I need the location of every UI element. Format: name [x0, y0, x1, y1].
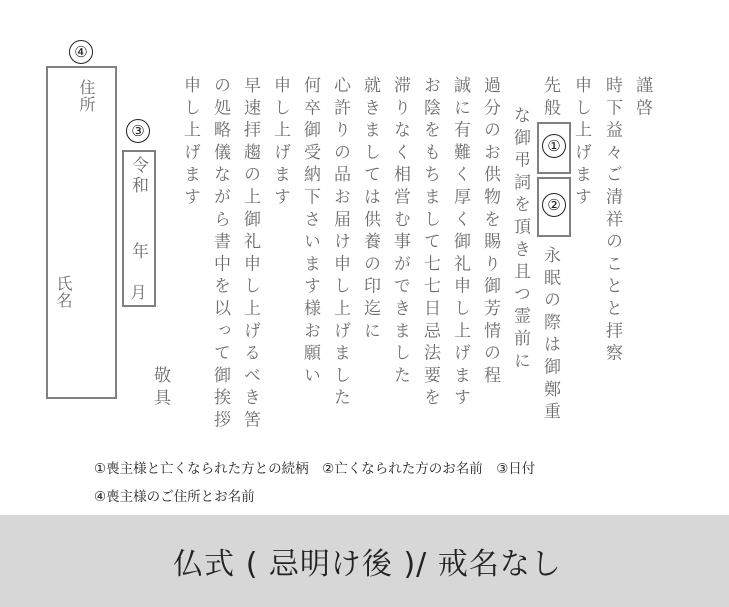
date-reiwa: 令和: [128, 156, 148, 196]
closing-keigu: 敬具: [150, 366, 170, 411]
letter-column-15: の処略儀ながら書中を以って御挨拶: [210, 76, 230, 433]
footer-title: 仏式 ( 忌明け後 )/ 戒名なし: [173, 547, 562, 582]
address-label: 住所: [77, 79, 96, 113]
letter-column-12: 何卒御受納下さいます様お願い: [300, 76, 320, 389]
marker-4: ④: [69, 40, 93, 64]
letter-column-7: 誠に有難く厚く御礼申し上げます: [450, 76, 470, 411]
letter-column-16: 申し上げます: [180, 76, 200, 210]
marker-1: ①: [542, 134, 566, 158]
letter-column-3: 申し上げます: [571, 76, 591, 210]
legend-line-1: ①喪主様と亡くなられた方との続柄 ②亡くなられた方のお名前 ③日付: [94, 461, 536, 477]
marker-2: ②: [542, 193, 566, 217]
letter-column-4b: 永眠の際は御鄭重: [540, 246, 560, 425]
letter-column-4: 先般: [540, 76, 560, 121]
address-box: [46, 66, 117, 399]
letter-column-11: 心許りの品お届け申し上げました: [330, 76, 350, 411]
letter-column-5: な御弔詞を頂き且つ霊前に: [510, 106, 530, 374]
date-month: 月: [128, 284, 147, 306]
letter-column-14: 早速拝趨の上御礼申し上げるべき筈: [240, 76, 260, 433]
date-year: 年: [128, 242, 148, 265]
letter-column-10: 就きましては供養の印迄に: [360, 76, 380, 344]
letter-column-2: 時下益々ご清祥のことと拝察: [602, 76, 622, 366]
name-label: 氏名: [54, 275, 73, 309]
letter-column-9: 滞りなく相営む事ができました: [390, 76, 410, 389]
letter-column-13: 申し上げます: [270, 76, 290, 210]
letter-column-8: お陰をもちまして七七日忌法要を: [420, 76, 440, 411]
marker-3: ③: [126, 119, 150, 143]
letter-column-6: 過分のお供物を賜り御芳情の程: [480, 76, 500, 389]
letter-column-1: 謹啓: [632, 76, 652, 121]
footer-banner: [0, 515, 729, 607]
legend-line-2: ④喪主様のご住所とお名前: [94, 489, 255, 505]
